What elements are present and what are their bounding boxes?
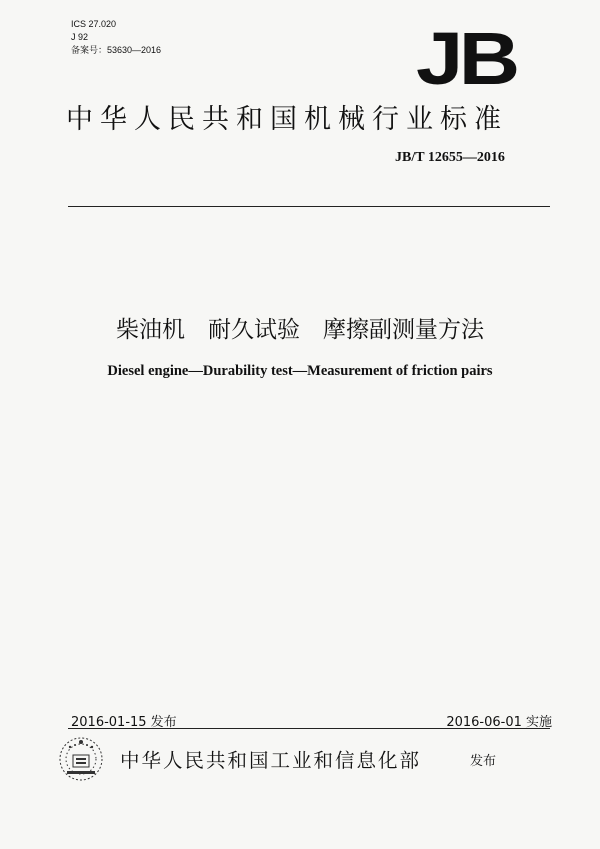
issue-date: 2016-01-15 发布	[71, 715, 177, 730]
industry-standard-title: 中华人民共和国机械行业标准	[66, 104, 508, 135]
ccs-code: J 92	[71, 32, 89, 42]
jb-logo	[416, 17, 526, 100]
implementation-date: 2016-06-01 实施	[446, 715, 552, 730]
ics-code: ICS 27.020	[71, 19, 117, 29]
ministry-seal-icon	[55, 733, 107, 785]
record-number: 备案号：53630—2016	[71, 45, 162, 55]
document-title-en: Diesel engine—Durability test—Measurement of friction pairs	[107, 363, 493, 379]
publisher-suffix: 发布	[470, 754, 497, 769]
jb-logo-text: JB	[416, 17, 516, 100]
publisher-name: 中华人民共和国工业和信息化部	[120, 749, 422, 772]
standard-number: JB/T 12655—2016	[395, 150, 505, 165]
footer-divider	[68, 728, 550, 729]
document-title-cn: 柴油机 耐久试验 摩擦副测量方法	[116, 317, 484, 343]
header-divider	[68, 206, 550, 207]
